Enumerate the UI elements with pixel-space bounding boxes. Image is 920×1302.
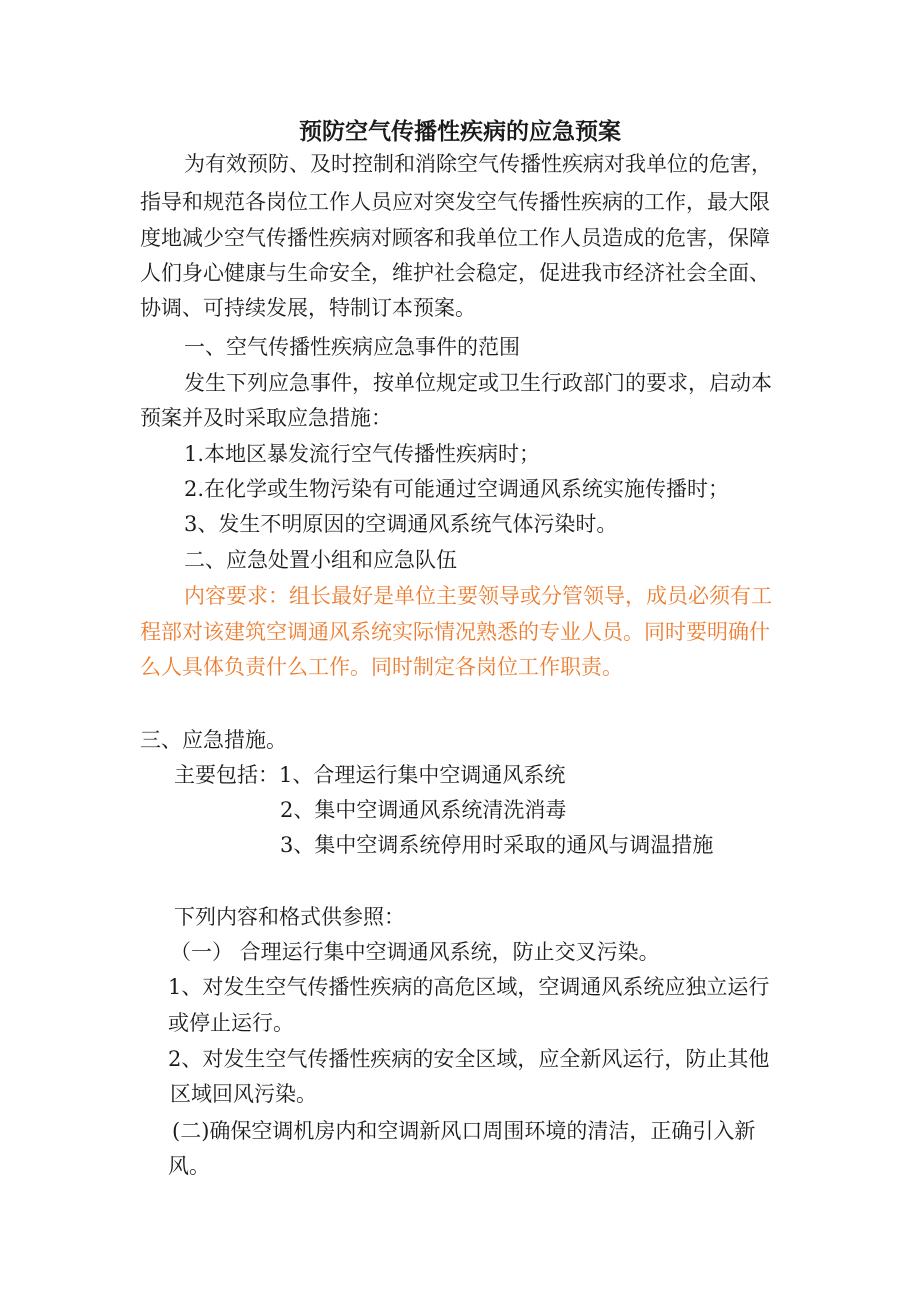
section1-para-line: 预案并及时采取应急措施： [140,406,392,430]
reference-line: (二)确保空调机房内和空调新风口周围环境的清洁，正确引入新 [172,1119,756,1143]
section1-para-line: 发生下列应急事件，按单位规定或卫生行政部门的要求，启动本 [184,371,772,395]
section2-note-line: 程部对该建筑空调通风系统实际情况熟悉的专业人员。同时要明确什 [140,620,770,644]
reference-line: 区域回风污染。 [170,1082,317,1106]
reference-line: 或停止运行。 [168,1011,294,1035]
intro-line: 人们身心健康与生命安全，维护社会稳定，促进我市经济社会全面、 [140,261,770,285]
reference-line: 2、对发生空气传播性疾病的安全区域，应全新风运行，防止其他 [168,1047,770,1071]
section3-heading: 三、应急措施。 [140,728,287,752]
document-title: 预防空气传播性疾病的应急预案 [299,119,621,145]
section2-heading: 二、应急处置小组和应急队伍 [184,548,457,572]
section1-heading: 一、空气传播性疾病应急事件的范围 [184,335,520,359]
reference-intro: 下列内容和格式供参照： [174,905,405,929]
section1-item: 3、发生不明原因的空调通风系统气体污染时。 [184,512,618,536]
intro-line: 为有效预防、及时控制和消除空气传播性疾病对我单位的危害， [184,152,772,176]
reference-line: 1、对发生空气传播性疾病的高危区域，空调通风系统应独立运行 [168,975,770,999]
reference-line: 风。 [168,1154,210,1178]
reference-line: （一） 合理运行集中空调通风系统，防止交叉污染。 [170,940,660,964]
intro-line: 协调、可持续发展，特制订本预案。 [140,296,476,320]
section1-item: 1.本地区暴发流行空气传播性疾病时； [184,442,541,466]
section3-main-line: 2、集中空调通风系统清洗消毒 [280,798,567,822]
section3-main-line: 主要包括：1、合理运行集中空调通风系统 [174,763,566,787]
intro-line: 指导和规范各岗位工作人员应对突发空气传播性疾病的工作，最大限 [140,190,770,214]
intro-line: 度地减少空气传播性疾病对顾客和我单位工作人员造成的危害，保障 [140,226,770,250]
section2-note-line: 内容要求：组长最好是单位主要领导或分管领导，成员必须有工 [184,584,772,608]
section2-note-line: 么人具体负责什么工作。同时制定各岗位工作职责。 [140,655,623,679]
section1-item: 2.在化学或生物污染有可能通过空调通风系统实施传播时； [184,477,730,501]
section3-main-line: 3、集中空调系统停用时采取的通风与调温措施 [280,833,714,857]
